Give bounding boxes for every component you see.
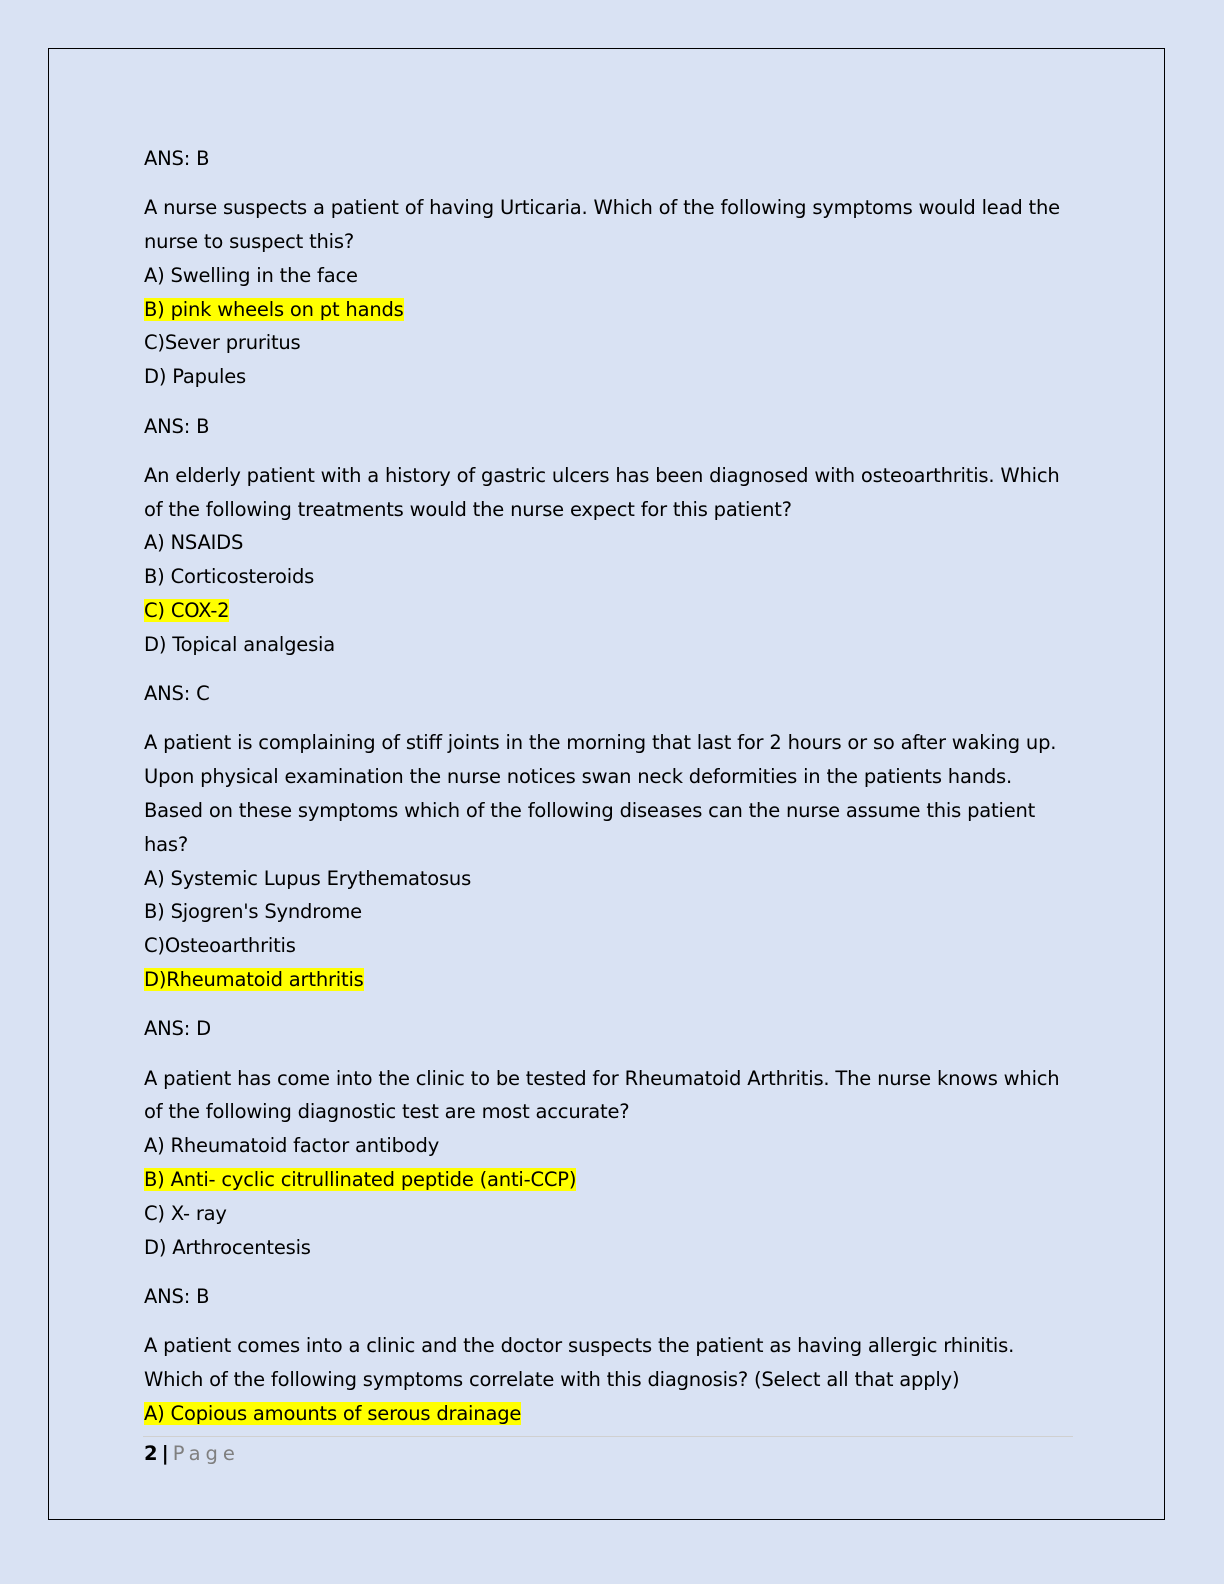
answer-option: [144, 360, 1084, 394]
answer-option: [144, 628, 1084, 662]
footer-rule: [143, 1436, 1073, 1437]
option-text: D) Arthrocentesis: [144, 1235, 311, 1259]
answer-key: ANS: B: [144, 414, 210, 438]
answer-option: [144, 862, 1084, 896]
paragraph-gap: [144, 1431, 1084, 1447]
question-text-line: A patient comes into a clinic and the doctor suspects the patient as having allergic rhinitis.: [144, 1334, 1015, 1358]
answer-option: [144, 1197, 1084, 1231]
answer-option: [144, 929, 1084, 963]
paragraph-gap: [144, 662, 1084, 678]
highlighted-option-text: B) pink wheels on pt hands: [144, 297, 404, 321]
answer-option: [144, 1163, 1084, 1197]
highlighted-option-text: D)Rheumatoid arthritis: [144, 968, 364, 992]
question-text-line: of the following treatments would the nurse expect for this patient?: [144, 497, 792, 521]
question-text-line: Upon physical examination the nurse notices swan neck deformities in the patients hands.: [144, 765, 1013, 789]
paragraph-gap: [144, 1264, 1084, 1280]
answer-option: [144, 1231, 1084, 1265]
paragraph-gap: [144, 443, 1084, 459]
answer-option: [144, 526, 1084, 560]
answer-key: ANS: B: [144, 1284, 210, 1308]
question-block: [144, 191, 1084, 394]
question-text-line: A patient is complaining of stiff joints in the morning that last for 2 hours or so after waking up.: [144, 731, 1057, 755]
document-body: [144, 142, 1084, 1446]
page-footer: [144, 1440, 240, 1468]
question-text-line: A nurse suspects a patient of having Urticaria. Which of the following symptoms would lead the: [144, 196, 1060, 220]
option-text: B) Sjogren's Syndrome: [144, 900, 362, 924]
answer-option: [144, 594, 1084, 628]
highlighted-option-text: B) Anti- cyclic citrullinated peptide (anti-CCP): [144, 1168, 577, 1192]
paragraph-gap: [144, 997, 1084, 1013]
answer-option: [144, 560, 1084, 594]
question-text-line: A patient has come into the clinic to be tested for Rheumatoid Arthritis. The nurse knows which: [144, 1066, 1060, 1090]
paragraph-gap: [144, 711, 1084, 727]
question-block: [144, 1329, 1084, 1430]
answer-option: [144, 1397, 1084, 1431]
paragraph-gap: [144, 176, 1084, 192]
question-text-line: has?: [144, 832, 189, 856]
option-text: A) Rheumatoid factor antibody: [144, 1134, 440, 1158]
footer-separator: |: [161, 1442, 169, 1465]
question-text-line: of the following diagnostic test are most accurate?: [144, 1100, 630, 1124]
question-text-line: An elderly patient with a history of gastric ulcers has been diagnosed with osteoarthritis. Which: [144, 463, 1060, 487]
answer-option: [144, 963, 1084, 997]
paragraph-gap: [144, 1046, 1084, 1062]
page-label: Page: [172, 1442, 240, 1465]
answer-key: ANS: D: [144, 1017, 211, 1041]
question-text-line: Based on these symptoms which of the following diseases can the nurse assume this patient: [144, 799, 1036, 823]
option-text: C) X- ray: [144, 1201, 227, 1225]
question-block: [144, 459, 1084, 662]
highlighted-option-text: A) Copious amounts of serous drainage: [144, 1401, 522, 1425]
answer-option: [144, 259, 1084, 293]
answer-option: [144, 1129, 1084, 1163]
answer-option: [144, 895, 1084, 929]
page-number: 2: [144, 1442, 158, 1465]
question-text-line: nurse to suspect this?: [144, 230, 355, 254]
answer-option: [144, 326, 1084, 360]
option-text: B) Corticosteroids: [144, 565, 315, 589]
option-text: A) Systemic Lupus Erythematosus: [144, 866, 472, 890]
option-text: C)Osteoarthritis: [144, 934, 296, 958]
answer-option: [144, 293, 1084, 327]
answer-key: ANS: B: [144, 147, 210, 170]
question-block: [144, 1062, 1084, 1265]
question-block: [144, 726, 1084, 996]
paragraph-gap: [144, 394, 1084, 410]
option-text: A) Swelling in the face: [144, 263, 358, 287]
highlighted-option-text: C) COX-2: [144, 599, 230, 623]
question-text-line: Which of the following symptoms correlate with this diagnosis? (Select all that apply): [144, 1368, 960, 1391]
option-text: A) NSAIDS: [144, 531, 244, 555]
paragraph-gap: [144, 1314, 1084, 1330]
option-text: D) Papules: [144, 365, 246, 389]
option-text: C)Sever pruritus: [144, 331, 301, 355]
answer-key: ANS: C: [144, 682, 210, 706]
option-text: D) Topical analgesia: [144, 632, 336, 656]
